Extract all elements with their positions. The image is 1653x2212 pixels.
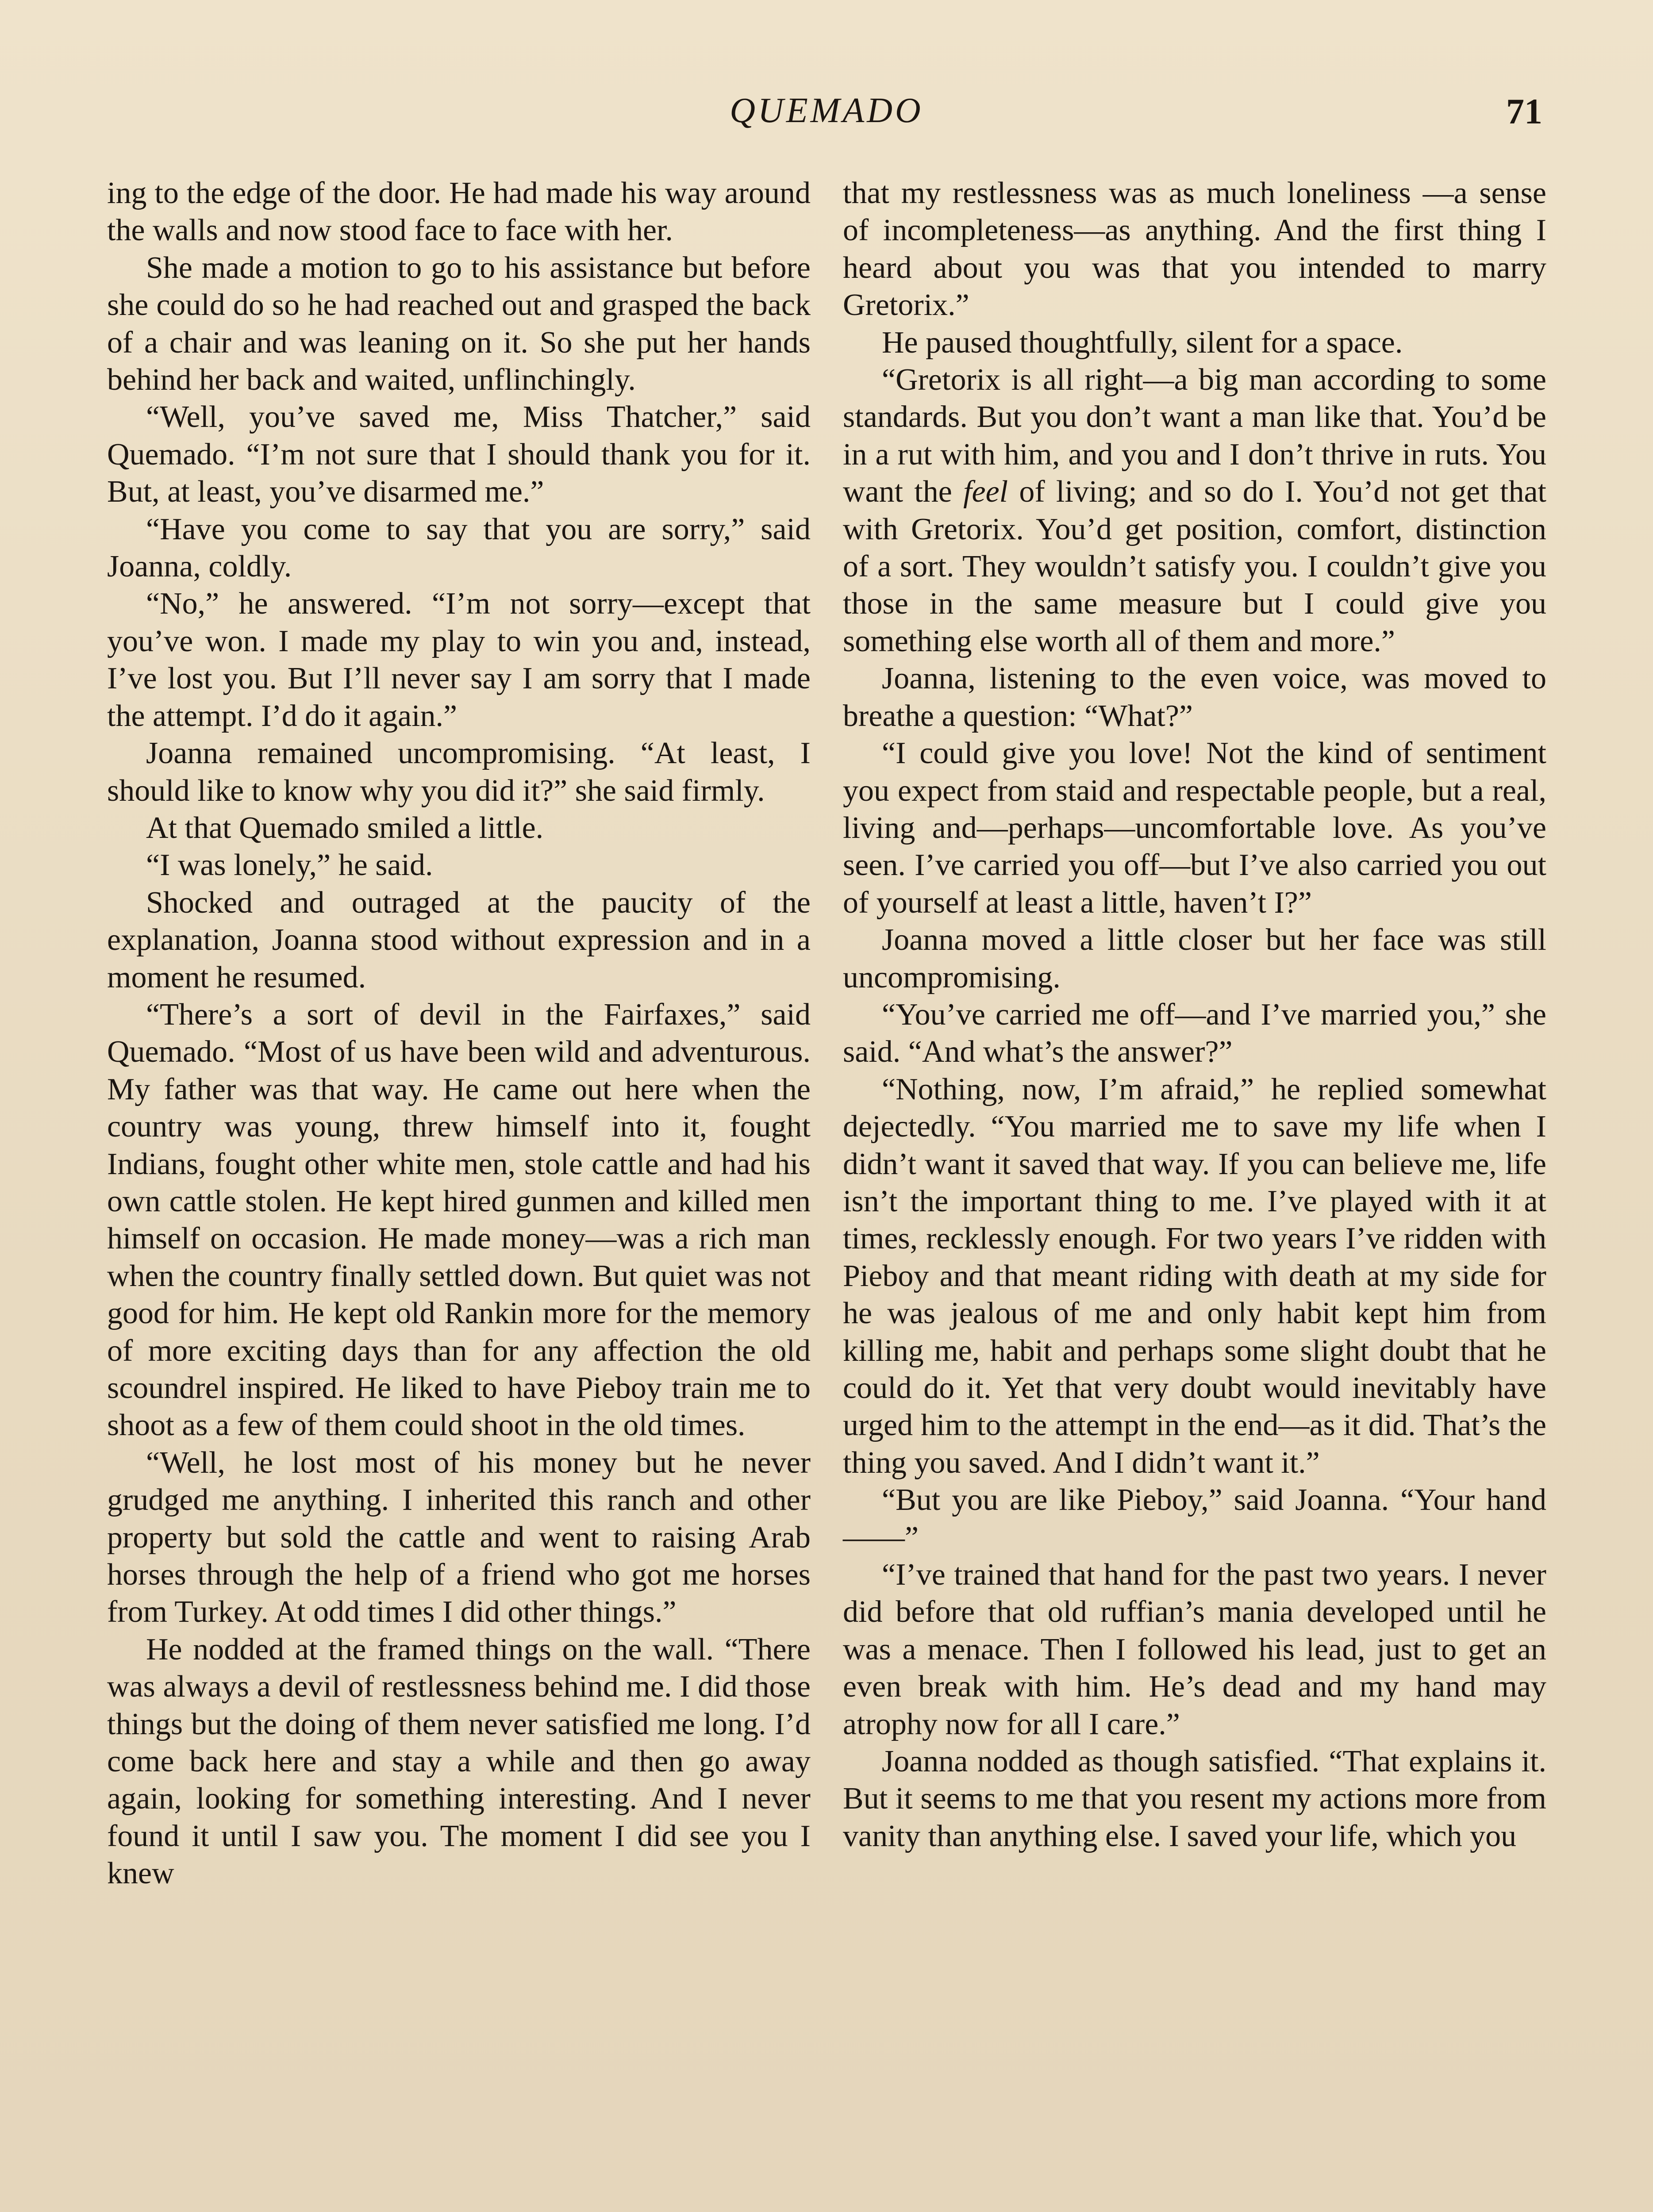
right-column bbox=[843, 175, 1546, 1855]
page-number: 71 bbox=[1506, 91, 1542, 131]
paragraph bbox=[843, 361, 1546, 660]
left-column bbox=[107, 175, 811, 1893]
paragraph-text: “Gretorix is all right—a big man according to some standards. But you don’t want a man like that. You’d be in a rut with him, and you and I don’t thrive in ruts. You want the bbox=[843, 363, 1546, 509]
paragraph: Joanna moved a little closer but her face was still uncompromising. bbox=[843, 923, 1546, 995]
paragraph: ing to the edge of the door. He had made his way around the walls and now stood face to face with her. bbox=[107, 176, 811, 248]
paragraph: Joanna, listening to the even voice, was moved to breathe a question: “What?” bbox=[843, 661, 1546, 733]
paragraph: Joanna nodded as though satisfied. “That explains it. But it seems to me that you resent my actions more from vanity than anything else. I saved your life, which you bbox=[843, 1744, 1546, 1853]
paragraph: She made a motion to go to his assistance but before she could do so he had reached out and grasped the back of a chair and was leaning on it. So she put her hands behind her back and waited, unflinchingly. bbox=[107, 250, 811, 397]
paragraph: Joanna remained uncompromising. “At least, I should like to know why you did it?” she said firmly. bbox=[107, 736, 811, 808]
paragraph: “Have you come to say that you are sorry,” said Joanna, coldly. bbox=[107, 512, 811, 584]
paragraph: “Well, he lost most of his money but he never grudged me anything. I inherited this ranch and other property but sold the cattle and went to raising Arab horses through the help of a friend who got me horses from Turkey. At odd times I did other things.” bbox=[107, 1445, 811, 1629]
paragraph: “There’s a sort of devil in the Fairfaxes,” said Quemado. “Most of us have been wild and adventurous. My father was that way. He came out here when the country was young, threw himself into it, fought Indians, fought other white men, stole cattle and had his own cattle stolen. He kept hired gunmen and killed men himself on occasion. He made money—was a rich man when the country finally settled down. But quiet was not good for him. He kept old Rankin more for the memory of more exciting days than for any affection the old scoundrel inspired. He liked to have Pieboy train me to shoot as a few of them could shoot in the old times. bbox=[107, 997, 811, 1443]
running-title: QUEMADO bbox=[730, 91, 923, 130]
paragraph: “But you are like Pieboy,” said Joanna. “Your hand——” bbox=[843, 1483, 1546, 1555]
paragraph: “I’ve trained that hand for the past two years. I never did before that old ruffian’s mania developed until he was a menace. Then I followed his lead, just to get an even break with him. He’s dead and my hand may atrophy now for all I care.” bbox=[843, 1558, 1546, 1741]
paragraph-text: of living; and so do I. You’d not get that with Gretorix. You’d get position, comfort, distinction of a sort. They wouldn’t satisfy you. I couldn’t give you those in the same measure but I could give you something else worth all of them and more.” bbox=[843, 475, 1546, 658]
paragraph: that my restlessness was as much loneliness —a sense of incompleteness—as anything. And the first thing I heard about you was that you intended to marry Gretorix.” bbox=[843, 176, 1546, 323]
italic-word: feel bbox=[963, 475, 1008, 509]
paragraph: “Well, you’ve saved me, Miss Thatcher,” said Quemado. “I’m not sure that I should thank you for it. But, at least, you’ve disarmed me.” bbox=[107, 400, 811, 509]
paragraph: “Nothing, now, I’m afraid,” he replied somewhat dejectedly. “You married me to save my life when I didn’t want it saved that way. If you can believe me, life isn’t the important thing to me. I’ve played with it at times, recklessly enough. For two years I’ve ridden with Pieboy and that meant riding with death at my side for he was jealous of me and only habit kept him from killing me, habit and perhaps some slight doubt that he could do it. Yet that very doubt would inevitably have urged him to the attempt in the end—as it did. That’s the thing you saved. And I didn’t want it.” bbox=[843, 1072, 1546, 1480]
paragraph: “I was lonely,” he said. bbox=[146, 848, 433, 883]
running-head bbox=[0, 91, 1653, 139]
paragraph: “No,” he answered. “I’m not sorry—except that you’ve won. I made my play to win you and, instead, I’ve lost you. But I’ll never say I am sorry that I made the attempt. I’d do it again.” bbox=[107, 587, 811, 733]
paragraph: Shocked and outraged at the paucity of the explanation, Joanna stood without expression and in a moment he resumed. bbox=[107, 885, 811, 995]
paragraph: He paused thoughtfully, silent for a space. bbox=[882, 325, 1403, 360]
paragraph: “You’ve carried me off—and I’ve married you,” she said. “And what’s the answer?” bbox=[843, 997, 1546, 1069]
paragraph: At that Quemado smiled a little. bbox=[146, 810, 544, 845]
paragraph: “I could give you love! Not the kind of sentiment you expect from staid and respectable people, but a real, living and—perhaps—uncomfortable love. As you’ve seen. I’ve carried you off—but I’ve also carried you out of yourself at least a little, haven’t I?” bbox=[843, 736, 1546, 920]
paragraph: He nodded at the framed things on the wall. “There was always a devil of restlessness behind me. I did those things but the doing of them never satisfied me long. I’d come back here and stay a while and then go away again, looking for something interesting. And I never found it until I saw you. The moment I did see you I knew bbox=[107, 1632, 811, 1891]
